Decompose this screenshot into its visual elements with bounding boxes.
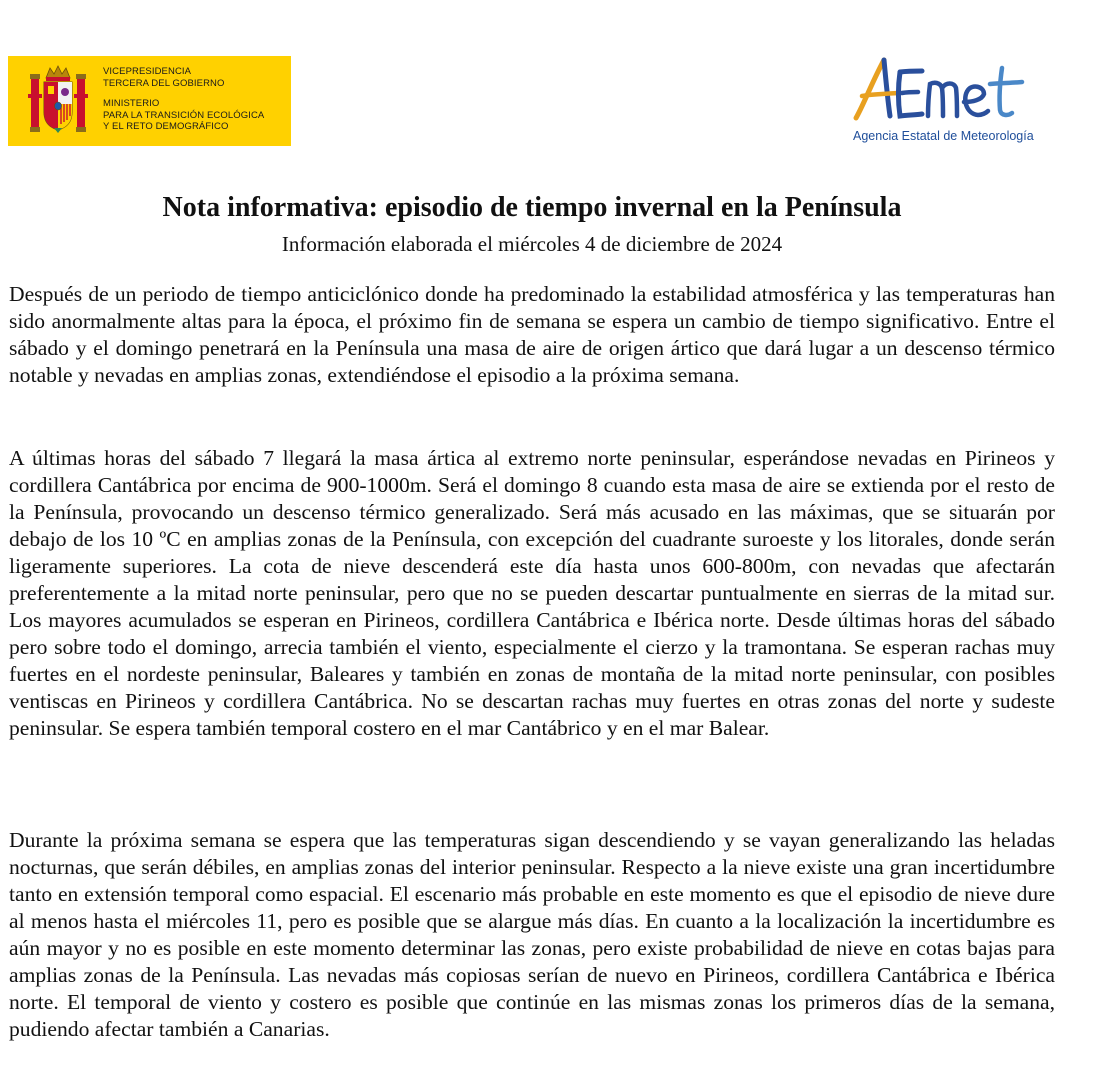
- aemet-subtitle: Agencia Estatal de Meteorología: [853, 129, 1034, 143]
- gov-line: Y EL RETO DEMOGRÁFICO: [103, 121, 229, 132]
- government-ministry-text: [103, 66, 264, 133]
- body-paragraph: Durante la próxima semana se espera que las temperaturas sigan descendiendo y se vayan generalizando las heladas nocturnas, que serán débiles, en amplias zonas del interior peninsular. Respecto a la nieve existe una gran incertidumbre tanto en extensión temporal como espacial. El escenario más probable en este momento es que el episodio de nieve dure al menos hasta el miércoles 11, pero es posible que se alargue más días. En cuanto a la localización la incertidumbre es aún mayor y no es posible en este momento determinar las zonas, pero existe probabilidad de nieve en cotas bajas para amplias zonas de la Península. Las nevadas más copiosas serían de nuevo en Pirineos, cordillera Cantábrica e Ibérica norte. El temporal de viento y costero es posible que continúe en las mismas zonas los primeros días de la semana, pudiendo afectar también a Canarias.: [9, 828, 1055, 1041]
- gov-line: MINISTERIO: [103, 98, 160, 109]
- gov-line: PARA LA TRANSICIÓN ECOLÓGICA: [103, 109, 265, 121]
- document-subtitle: Información elaborada el miércoles 4 de diciembre de 2024: [281, 232, 783, 256]
- body-paragraph: Después de un periodo de tiempo anticiclónico donde ha predominado la estabilidad atmosférica y las temperaturas han sido anormalmente altas para la época, el próximo fin de semana se espera un cambio de tiempo significativo. Entre el sábado y el domingo penetrará en la Península una masa de aire de origen ártico que dará lugar a un descenso térmico notable y nevadas en amplias zonas, extendiéndose el episodio a la próxima semana.: [9, 282, 1055, 387]
- spain-coat-of-arms-icon: [28, 64, 88, 138]
- gov-line: TERCERA DEL GOBIERNO: [103, 77, 225, 89]
- document-title: Nota informativa: episodio de tiempo invernal en la Península: [162, 192, 902, 223]
- gov-spacer: [103, 89, 264, 98]
- aemet-wordmark: [850, 52, 1030, 132]
- aemet-logo: [850, 52, 1034, 152]
- body-paragraph: A últimas horas del sábado 7 llegará la masa ártica al extremo norte peninsular, esperándose nevadas en Pirineos y cordillera Cantábrica por encima de 900-1000m. Será el domingo 8 cuando esta masa de aire se extienda por el resto de la Península, provocando un descenso térmico generalizado. Será más acusado en las máximas, que se situarán por debajo de los 10 ºC en amplias zonas de la Península, con excepción del cuadrante suroeste y los litorales, donde serán ligeramente superiores. La cota de nieve descenderá este día hasta unos 600-800m, con nevadas que afectarán preferentemente a la mitad norte peninsular, pero que no se pueden descartar puntualmente en sierras de la mitad sur. Los mayores acumulados se esperan en Pirineos, cordillera Cantábrica e Ibérica norte. Desde últimas horas del sábado pero sobre todo el domingo, arrecia también el viento, especialmente el cierzo y la tramontana. Se esperan rachas muy fuertes en el nordeste peninsular, Baleares y también en zonas de montaña de la mitad norte peninsular, con posibles ventiscas en Pirineos y cordillera Cantábrica. No se descartan rachas muy fuertes en otras zonas del norte y sudeste peninsular. Se espera también temporal costero en el mar Cantábrico y en el mar Balear.: [9, 446, 1055, 740]
- gov-line: VICEPRESIDENCIA: [103, 66, 192, 77]
- government-ministry-banner: [8, 56, 291, 146]
